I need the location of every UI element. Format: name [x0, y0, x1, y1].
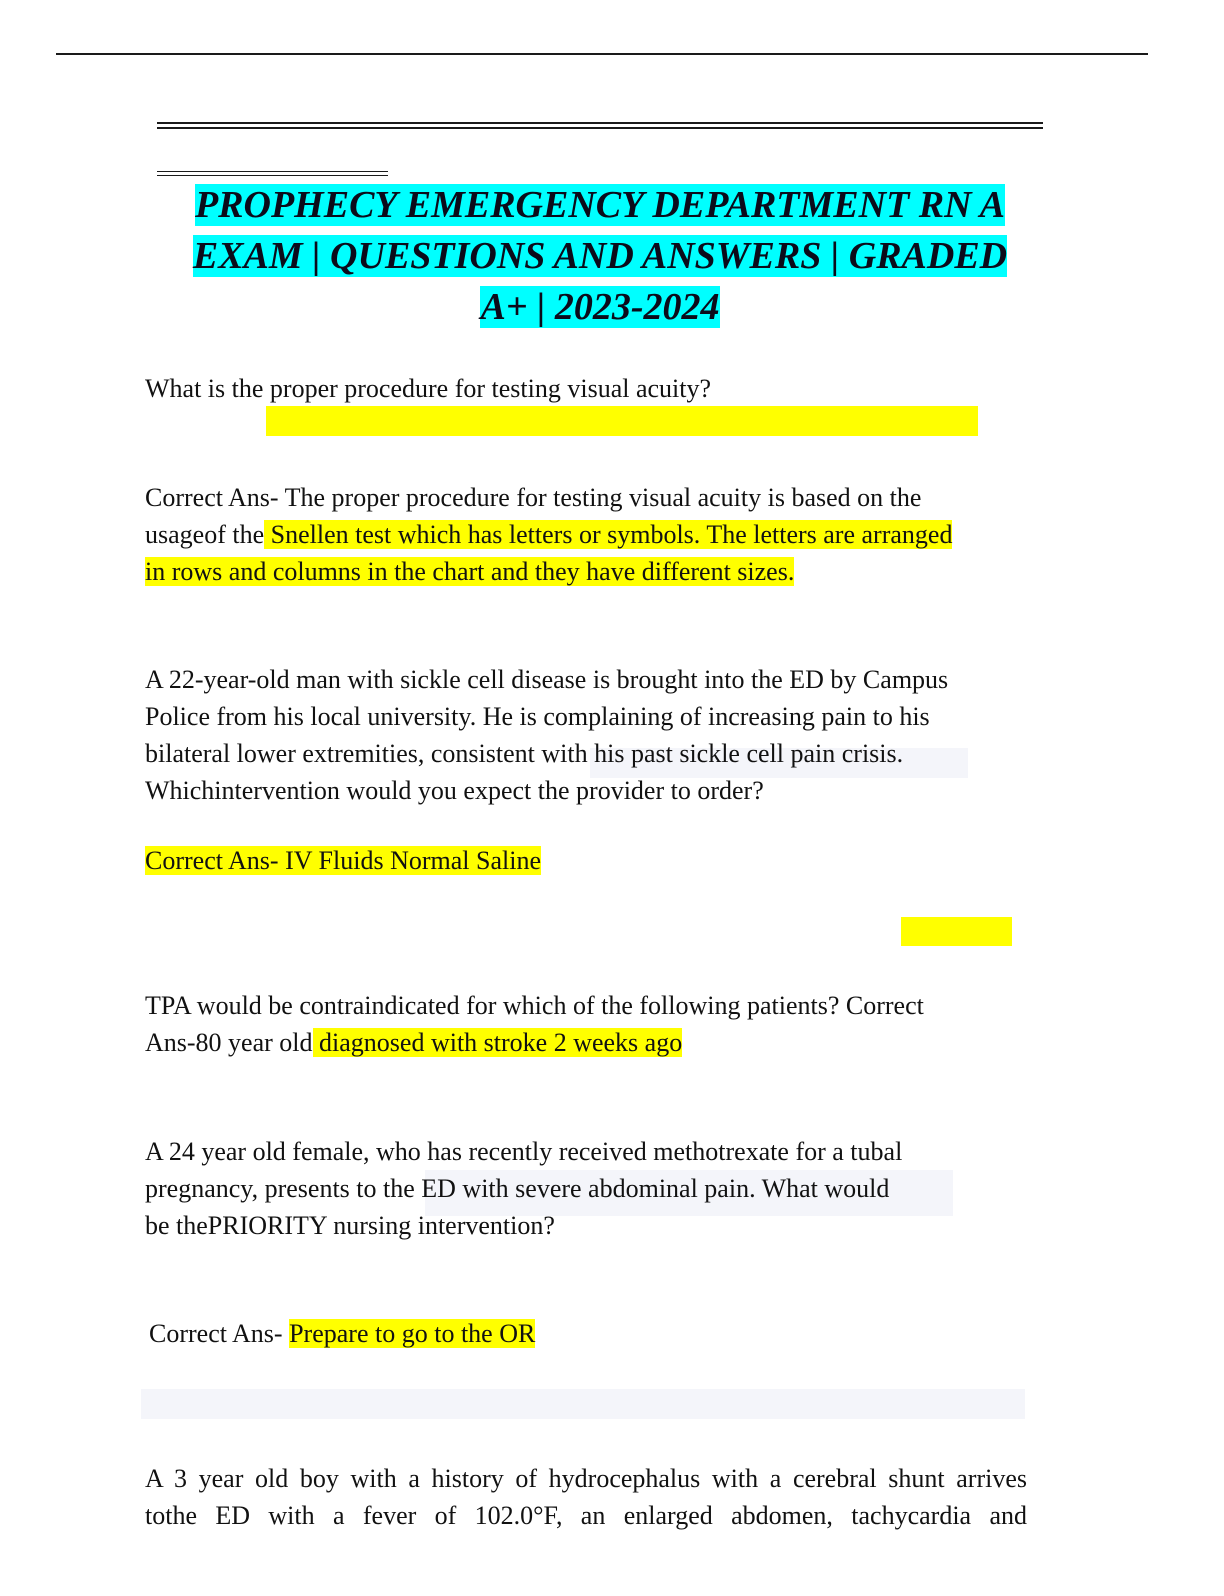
title-line-2: EXAM | QUESTIONS AND ANSWERS | GRADED	[192, 235, 1008, 277]
question-3-line-2-highlight: diagnosed with stroke 2 weeks ago	[312, 1028, 683, 1057]
answer-1-line-3-highlight: in rows and columns in the chart and they have different sizes.	[145, 557, 795, 586]
answer-1-line-1: Correct Ans- The proper procedure for testing visual acuity is based on the	[145, 483, 922, 512]
question-2-line-1: A 22-year-old man with sickle cell disease is brought into the ED by Campus	[145, 665, 949, 694]
short-rule-upper	[157, 171, 388, 172]
answer-4	[149, 1315, 535, 1352]
top-rule	[56, 53, 1148, 55]
question-1	[145, 370, 711, 407]
empty-highlight-bar-2	[901, 917, 1012, 946]
answer-1-line-2-highlight: Snellen test which has letters or symbols. The letters are arranged	[264, 520, 953, 549]
question-2	[145, 661, 1025, 809]
answer-1	[145, 479, 1025, 590]
answer-2-highlight: Correct Ans- IV Fluids Normal Saline	[145, 846, 541, 875]
question-4-line-2: pregnancy, presents to the ED with severe abdominal pain. What would	[145, 1174, 890, 1203]
double-rule-lower	[157, 127, 1043, 129]
empty-highlight-bar-1	[266, 406, 978, 436]
question-5-line-1: A 3 year old boy with a history of hydrocephalus with a cerebral shunt arrives	[145, 1464, 1027, 1493]
answer-4-plain: Correct Ans-	[149, 1319, 290, 1348]
title-line-3: A+ | 2023-2024	[480, 286, 720, 328]
question-3	[145, 987, 1025, 1061]
short-rule-lower	[157, 175, 388, 176]
question-2-line-3: bilateral lower extremities, consistent with his past sickle cell pain crisis.	[145, 739, 904, 768]
answer-2	[145, 842, 541, 879]
question-3-line-1: TPA would be contraindicated for which of the following patients? Correct	[145, 991, 924, 1020]
question-4-line-1: A 24 year old female, who has recently received methotrexate for a tubal	[145, 1137, 903, 1166]
question-3-line-2-plain: Ans-80 year old	[145, 1028, 313, 1057]
title-line-1: PROPHECY EMERGENCY DEPARTMENT RN A	[194, 184, 1006, 226]
question-4	[145, 1133, 1025, 1244]
faint-band-3	[141, 1389, 1025, 1419]
document-title	[160, 180, 1040, 333]
question-1-text: What is the proper procedure for testing visual acuity?	[145, 374, 712, 403]
question-5-line-2: tothe ED with a fever of 102.0°F, an enlarged abdomen, tachycardia and	[145, 1501, 1027, 1530]
question-2-line-4: Whichintervention would you expect the provider to order?	[145, 776, 764, 805]
double-rule-upper	[157, 122, 1043, 124]
question-4-line-3: be thePRIORITY nursing intervention?	[145, 1211, 555, 1240]
question-2-line-2: Police from his local university. He is complaining of increasing pain to his	[145, 702, 930, 731]
answer-4-highlight: Prepare to go to the OR	[289, 1319, 536, 1348]
answer-1-line-2-plain: usageof the	[145, 520, 265, 549]
